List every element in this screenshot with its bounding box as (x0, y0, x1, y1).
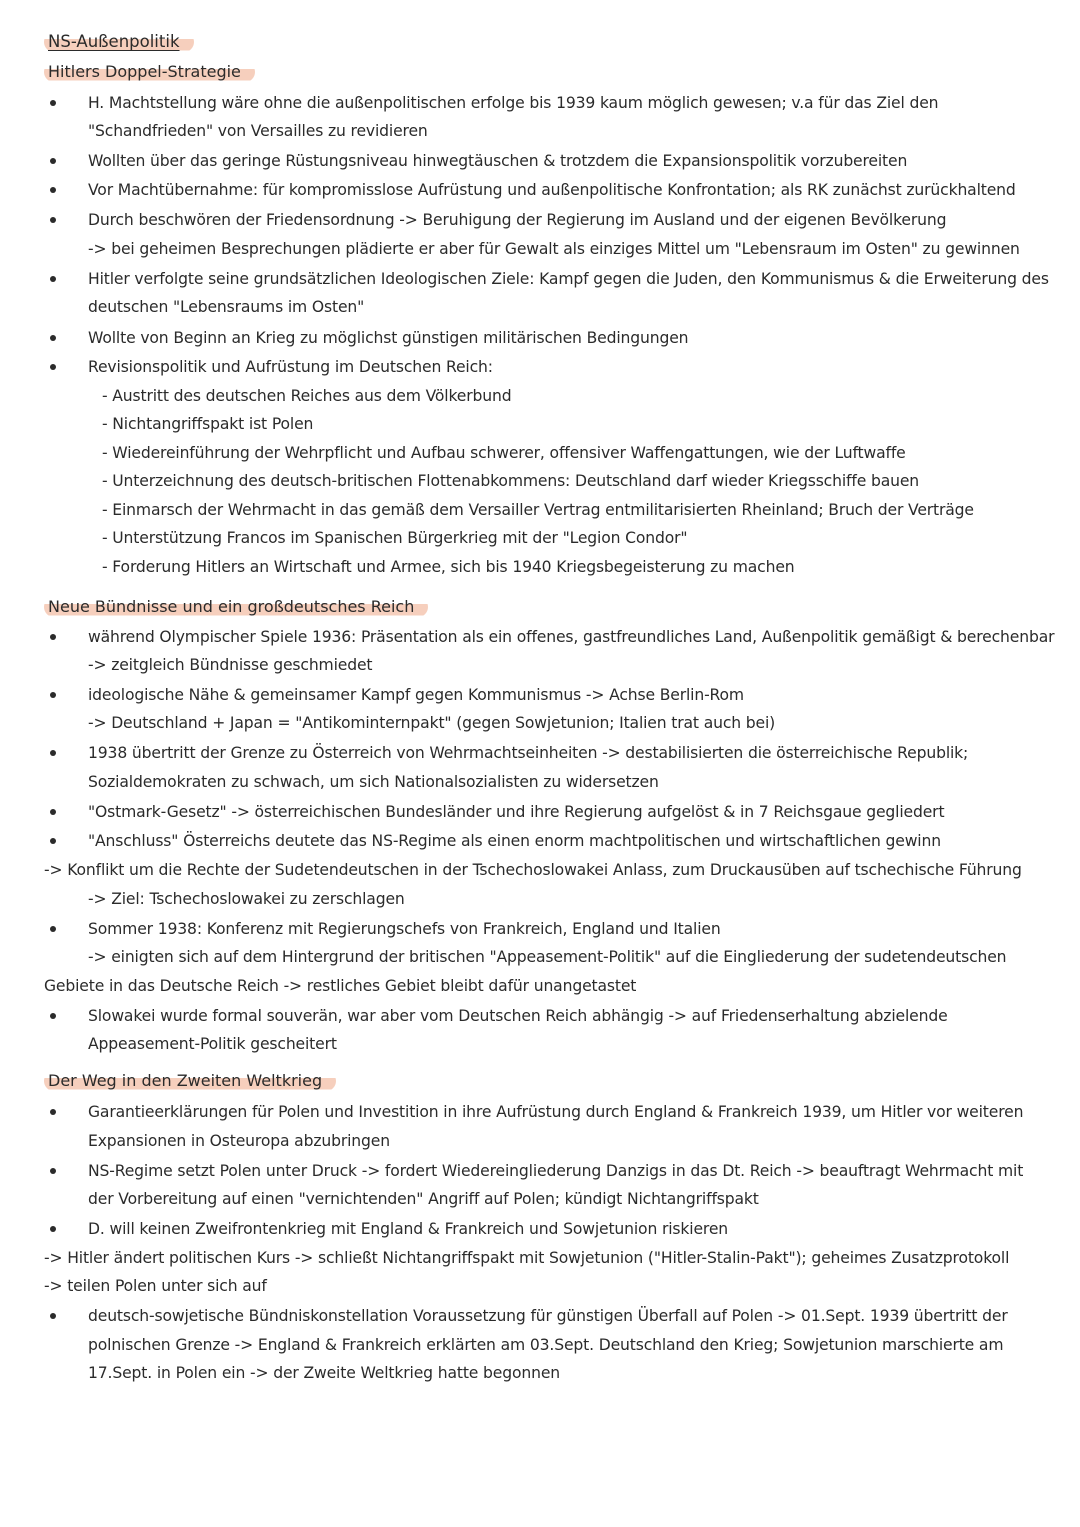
bullet-dot (50, 809, 56, 815)
bullet-dot (50, 838, 56, 844)
bullet-dot (50, 1109, 56, 1115)
text-line: -> Ziel: Tschechoslowakei zu zerschlagen (88, 890, 405, 908)
sub-item: - Unterzeichnung des deutsch-britischen Flottenabkommens: Deutschland darf wieder Kriegsschiffe bauen (102, 472, 920, 490)
bullet-dot (50, 1226, 56, 1232)
text-line: Garantieerklärungen für Polen und Investition in ihre Aufrüstung durch England & Frankreich 1939, um Hitler vor weiteren (88, 1103, 1024, 1121)
text-line: während Olympischer Spiele 1936: Präsentation als ein offenes, gastfreundliches Land, Außenpolitik gemäßigt & berechenbar (88, 628, 1055, 646)
text-line: Vor Machtübernahme: für kompromisslose Aufrüstung und außenpolitische Konfrontation; als RK zunächst zurückhaltend (88, 181, 1016, 199)
text-line: Gebiete in das Deutsche Reich -> restliches Gebiet bleibt dafür unangetastet (44, 977, 637, 995)
text-line: -> bei geheimen Besprechungen plädierte er aber für Gewalt als einziges Mittel um "Lebensraum im Osten" zu gewinnen (88, 240, 1020, 258)
text-line: Hitler verfolgte seine grundsätzlichen Ideologischen Ziele: Kampf gegen die Juden, den Kommunismus & die Erweiterung des (88, 270, 1049, 288)
text-line: "Anschluss" Österreichs deutete das NS-Regime als einen enorm machtpolitischen und wirtschaftlichen gewinn (88, 832, 941, 850)
text-line: -> Konflikt um die Rechte der Sudetendeutschen in der Tschechoslowakei Anlass, zum Druckausüben auf tschechische Führung (44, 861, 1022, 879)
text-line: Slowakei wurde formal souverän, war aber vom Deutschen Reich abhängig -> auf Friedenserhaltung abzielende (88, 1007, 948, 1025)
page-title: NS-Außenpolitik (44, 32, 194, 52)
sub-item: - Forderung Hitlers an Wirtschaft und Armee, sich bis 1940 Kriegsbegeisterung zu machen (102, 558, 795, 576)
section-heading: Der Weg in den Zweiten Weltkrieg (44, 1071, 336, 1091)
text-line: -> teilen Polen unter sich auf (44, 1277, 267, 1295)
bullet-dot (50, 1168, 56, 1174)
text-line: Sozialdemokraten zu schwach, um sich Nationalsozialisten zu widersetzen (88, 773, 659, 791)
text-line: polnischen Grenze -> England & Frankreich erklärten am 03.Sept. Deutschland den Krieg; Sowjetunion marschierte am (88, 1336, 1004, 1354)
bullet-dot (50, 926, 56, 932)
text-line: 17.Sept. in Polen ein -> der Zweite Weltkrieg hatte begonnen (88, 1364, 561, 1382)
sub-item: - Nichtangriffspakt ist Polen (102, 415, 314, 433)
bullet-dot (50, 158, 56, 164)
bullet-dot (50, 1313, 56, 1319)
bullet-dot (50, 364, 56, 370)
text-line: Revisionspolitik und Aufrüstung im Deutschen Reich: (88, 358, 493, 376)
text-line: der Vorbereitung auf einen "vernichtenden" Angriff auf Polen; kündigt Nichtangriffspakt (88, 1190, 759, 1208)
sub-item: - Einmarsch der Wehrmacht in das gemäß dem Versailler Vertrag entmilitarisierten Rheinland; Bruch der Verträge (102, 501, 974, 519)
text-line: deutsch-sowjetische Bündniskonstellation Voraussetzung für günstigen Überfall auf Polen -> 01.Sept. 1939 übertritt der (88, 1307, 1008, 1325)
bullet-dot (50, 1013, 56, 1019)
bullet-dot (50, 634, 56, 640)
text-line: Expansionen in Osteuropa abzubringen (88, 1132, 390, 1150)
text-line: H. Machtstellung wäre ohne die außenpolitischen erfolge bis 1939 kaum möglich gewesen; v.a für das Ziel den (88, 94, 939, 112)
bullet-dot (50, 276, 56, 282)
text-line: "Ostmark-Gesetz" -> österreichischen Bundesländer und ihre Regierung aufgelöst & in 7 Reichsgaue gegliedert (88, 803, 945, 821)
text-line: deutschen "Lebensraums im Osten" (88, 298, 365, 316)
sub-item: - Unterstützung Francos im Spanischen Bürgerkrieg mit der "Legion Condor" (102, 529, 688, 547)
bullet-dot (50, 100, 56, 106)
section-heading: Hitlers Doppel-Strategie (44, 62, 255, 82)
bullet-dot (50, 187, 56, 193)
text-line: -> Deutschland + Japan = "Antikominternpakt" (gegen Sowjetunion; Italien trat auch bei) (88, 714, 776, 732)
text-line: -> Hitler ändert politischen Kurs -> schließt Nichtangriffspakt mit Sowjetunion ("Hitler-Stalin-Pakt"); geheimes Zusatzprotokoll (44, 1249, 1010, 1267)
text-line: -> zeitgleich Bündnisse geschmiedet (88, 656, 373, 674)
text-line: Durch beschwören der Friedensordnung -> Beruhigung der Regierung im Ausland und der eigenen Bevölkerung (88, 211, 947, 229)
text-line: Wollten über das geringe Rüstungsniveau hinwegtäuschen & trotzdem die Expansionspolitik vorzubereiten (88, 152, 908, 170)
bullet-dot (50, 692, 56, 698)
text-line: Appeasement-Politik gescheitert (88, 1035, 337, 1053)
text-line: D. will keinen Zweifrontenkrieg mit England & Frankreich und Sowjetunion riskieren (88, 1220, 729, 1238)
section-heading: Neue Bündnisse und ein großdeutsches Reich (44, 597, 428, 617)
text-line: 1938 übertritt der Grenze zu Österreich von Wehrmachtseinheiten -> destabilisierten die österreichische Republik; (88, 744, 969, 762)
sub-item: - Austritt des deutschen Reiches aus dem Völkerbund (102, 387, 512, 405)
text-line: Wollte von Beginn an Krieg zu möglichst günstigen militärischen Bedingungen (88, 329, 689, 347)
bullet-dot (50, 335, 56, 341)
text-line: ideologische Nähe & gemeinsamer Kampf gegen Kommunismus -> Achse Berlin-Rom (88, 686, 744, 704)
text-line: NS-Regime setzt Polen unter Druck -> fordert Wiedereingliederung Danzigs in das Dt. Reich -> beauftragt Wehrmacht mit (88, 1162, 1024, 1180)
sub-item: - Wiedereinführung der Wehrpflicht und Aufbau schwerer, offensiver Waffengattungen, wie der Luftwaffe (102, 444, 906, 462)
text-line: -> einigten sich auf dem Hintergrund der britischen "Appeasement-Politik" auf die Eingliederung der sudetendeutschen (88, 948, 1007, 966)
bullet-dot (50, 750, 56, 756)
text-line: "Schandfrieden" von Versailles zu revidieren (88, 122, 428, 140)
text-line: Sommer 1938: Konferenz mit Regierungschefs von Frankreich, England und Italien (88, 920, 721, 938)
bullet-dot (50, 217, 56, 223)
